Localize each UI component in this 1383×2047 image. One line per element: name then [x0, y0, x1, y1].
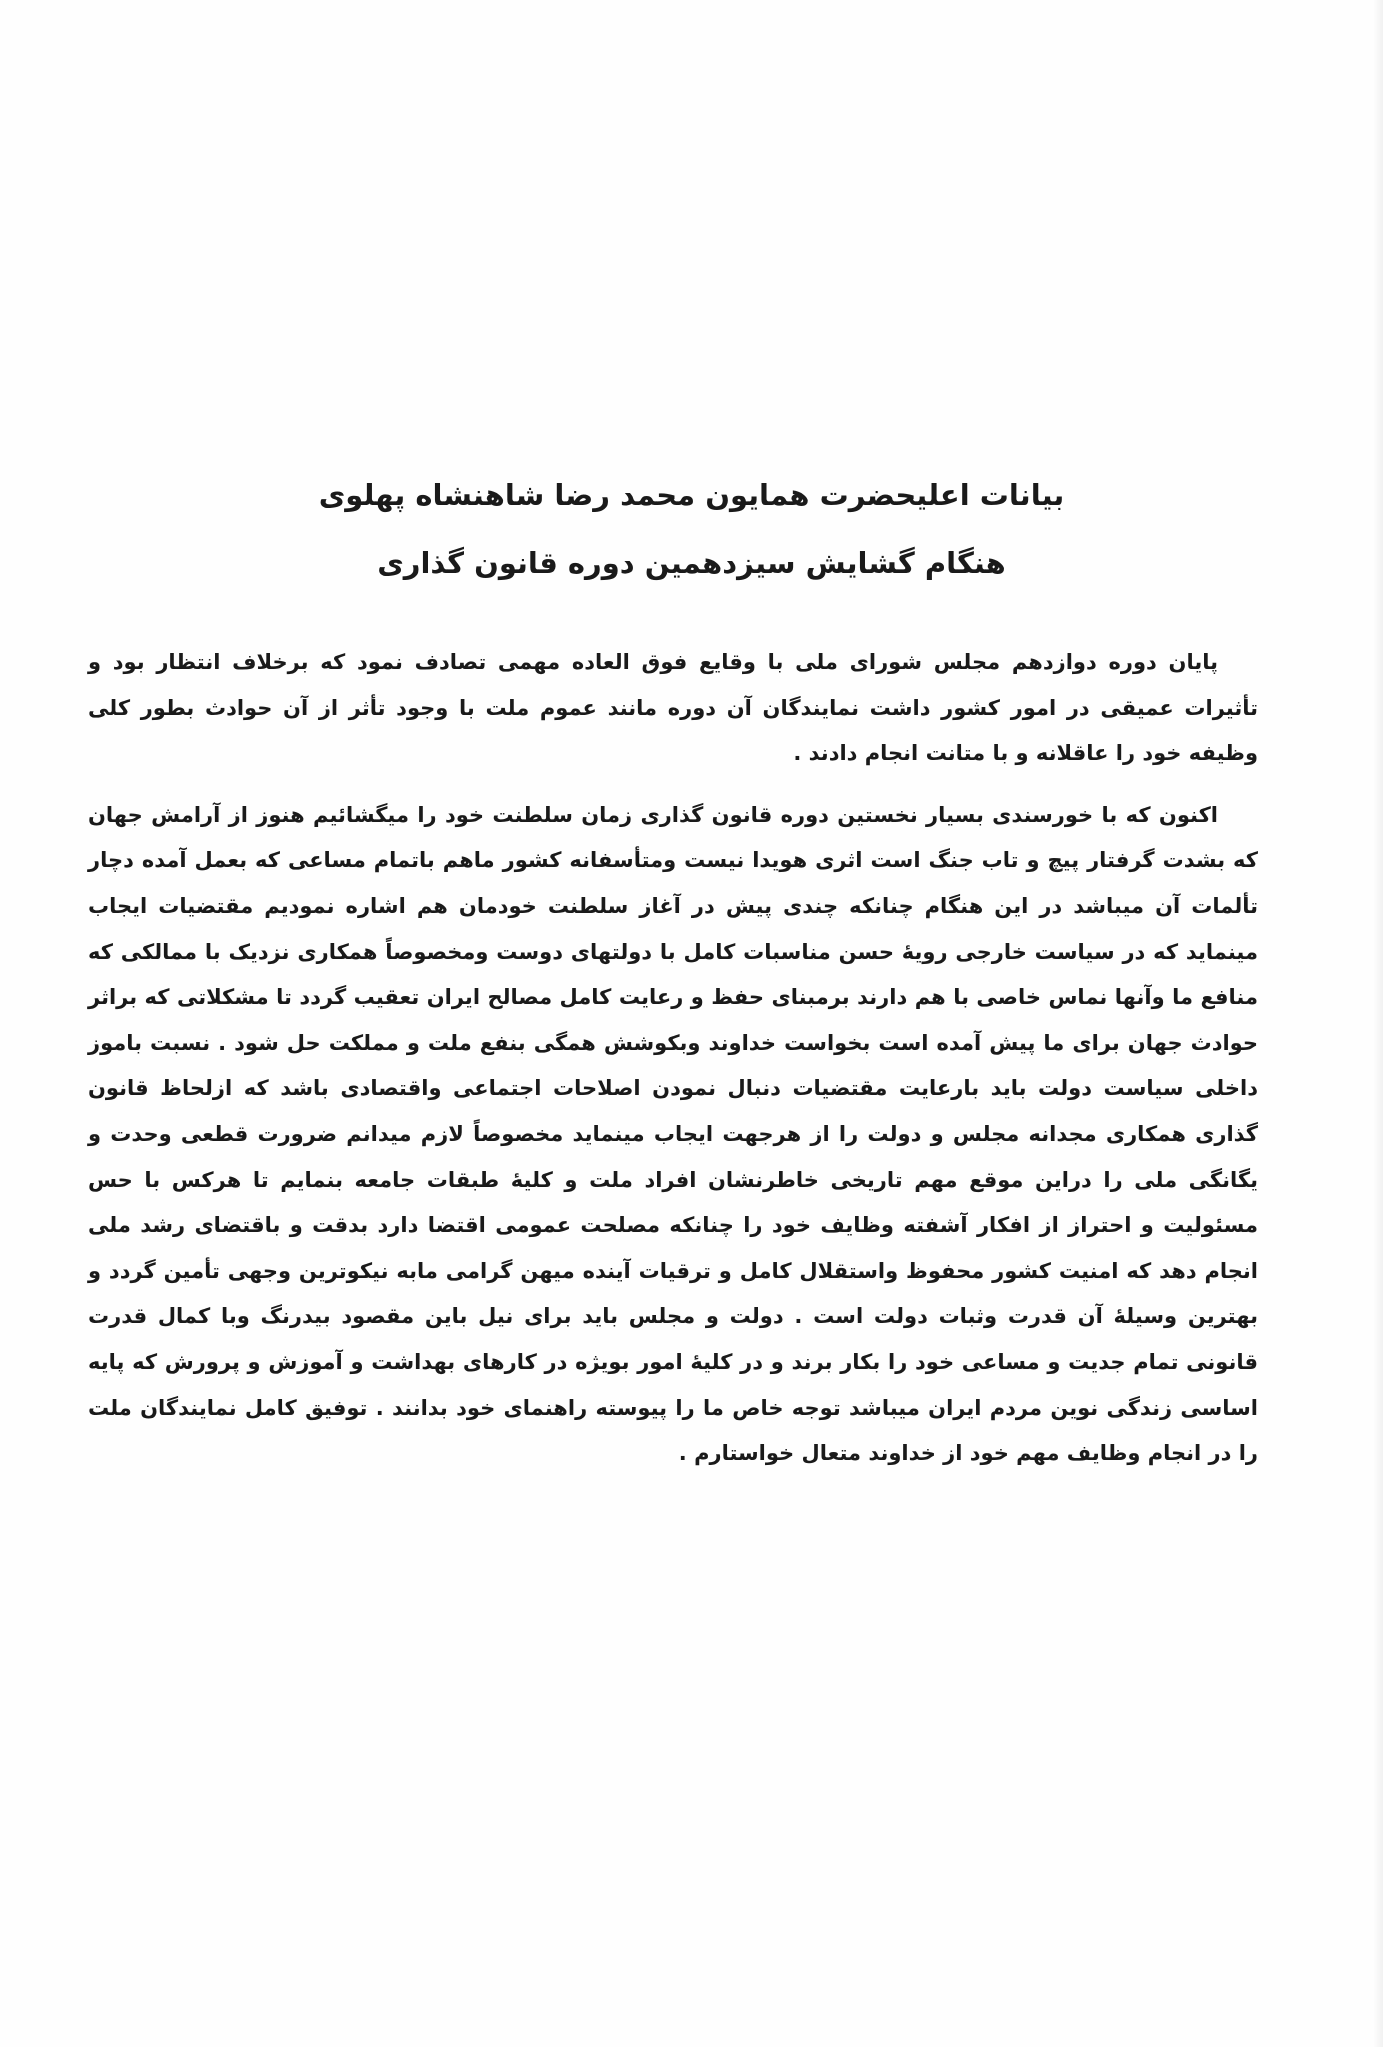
speech-title: [200, 475, 1183, 611]
title-line-2: هنگام گشایش سیزدهمین دوره قانون گذاری: [377, 546, 1006, 580]
paragraph-2: اکنون که با خورسندی بسیار نخستین دوره قانون گذاری زمان سلطنت خود را میگشائیم هنوز از آرامش جهان که بشدت گرفتار پیچ و تاب جنگ است اثری هویدا نیست ومتأسفانه کشور ماهم باتمام مساعی که بعمل آمده دچار تألمات آن میباشد در این هنگام چنانکه چندی پیش در آغاز سلطنت خودمان هم اشاره نمودیم مقتضیات ایجاب مینماید که در سیاست خارجی رویهٔ حسن مناسبات کامل با دولتهای دوست ومخصوصاً همکاری نزدیک با ممالکی که منافع ما وآنها نماس خاصی با هم دارند برمبنای حفظ و رعایت کامل مصالح ایران تعقیب گردد تا مشکلاتی که براثر حوادث جهان برای ما پیش آمده است بخواست خداوند وبکوشش همگی بنفع ملت و مملکت حل شود . نسبت باموز داخلی سیاست دولت باید بارعایت مقتضیات دنبال نمودن اصلاحات اجتماعی واقتصادی باشد که ازلحاظ قانون گذاری همکاری مجدانه مجلس و دولت را از هرجهت ایجاب مینماید مخصوصاً لازم میدانم ضرورت قطعی وحدت و یگانگی ملی را دراین موقع مهم تاریخی خاطرنشان افراد ملت و کلیهٔ طبقات جامعه بنمایم تا هرکس با حس مسئولیت و احتراز از افکار آشفته وظایف خود را چنانکه مصلحت عمومی اقتضا دارد بدقت و باقتضای رشد ملی انجام دهد که امنیت کشور محفوظ واستقلال کامل و ترقیات آینده میهن گرامی مابه نیکوترین وجهی تأمین گردد و بهترین وسیلهٔ آن قدرت وثبات دولت است . دولت و مجلس باید برای نیل باین مقصود بیدرنگ وبا کمال قدرت قانونی تمام جدیت و مساعی خود را بکار برند و در کلیهٔ امور بویژه در کارهای بهداشت و آموزش و پرورش که پایه اساسی زندگی نوین مردم ایران میباشد توجه خاص ما را پیوسته راهنمای خود بدانند . توفیق کامل نمایندگان ملت را در انجام وظایف مهم خود از خداوند متعال خواستارم .: [88, 802, 1258, 1466]
scan-edge-shadow: [1373, 0, 1383, 2047]
speech-body: [88, 640, 1258, 1477]
title-line-1: بیانات اعلیحضرت همایون محمد رضا شاهنشاه پهلوی: [318, 478, 1065, 512]
paragraph-1: پایان دوره دوازدهم مجلس شورای ملی با وقایع فوق العاده مهمی تصادف نمود که برخلاف انتظار بود و تأثیرات عمیقی در امور کشور داشت نمایندگان آن دوره مانند عموم ملت با وجود تأثر از آن حوادث بطور کلی وظیفه خود را عاقلانه و با متانت انجام دادند .: [88, 650, 1258, 766]
